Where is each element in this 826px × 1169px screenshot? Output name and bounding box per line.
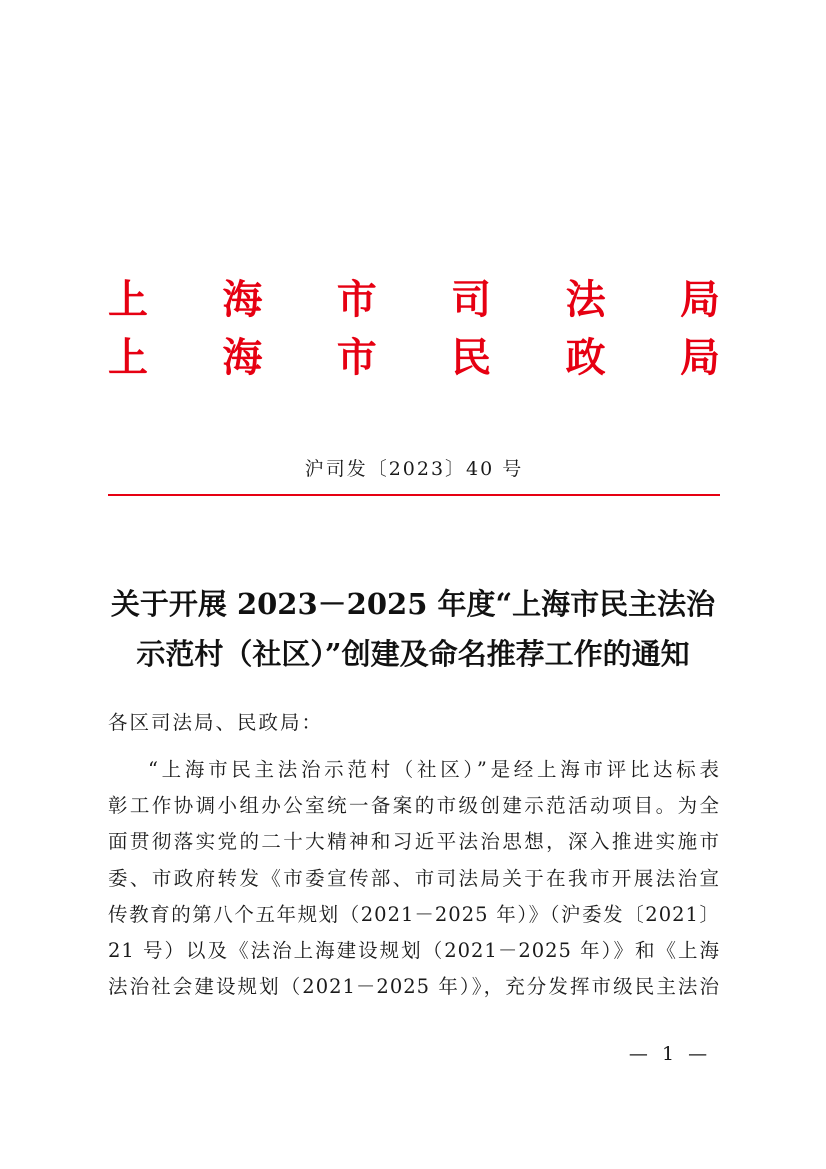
document-number: 沪司发〔2023〕40 号 xyxy=(304,458,524,480)
issuer-char: 法 xyxy=(565,276,606,323)
issuer-char: 海 xyxy=(222,276,263,323)
issuer-char: 上 xyxy=(108,334,148,381)
body-line: 21 号）以及《法治上海建设规划（2021－2025 年）》和《上海 xyxy=(108,938,720,962)
issuer-char: 市 xyxy=(336,276,377,323)
issuer-shanghai-civil-affairs-bureau xyxy=(108,334,720,382)
notice-title-line-1: 关于开展 2023－2025 年度“上海市民主法治 xyxy=(110,587,716,621)
body-line: 法治社会建设规划（2021－2025 年）》，充分发挥市级民主法治 xyxy=(108,975,720,999)
issuer-char: 政 xyxy=(565,334,606,381)
body-line: 彰工作协调小组办公室统一备案的市级创建示范活动项目。为全 xyxy=(108,794,720,818)
body-line: 传教育的第八个五年规划（2021－2025 年）》（沪委发〔2021〕 xyxy=(108,902,720,926)
red-divider-line xyxy=(108,494,720,496)
issuer-char: 局 xyxy=(679,334,720,381)
body-line: 委、市政府转发《市委宣传部、市司法局关于在我市开展法治宣 xyxy=(108,866,720,890)
issuer-shanghai-justice-bureau xyxy=(108,276,720,324)
issuer-char: 司 xyxy=(451,276,492,323)
issuer-char: 市 xyxy=(336,334,377,381)
page-number: — 1 — xyxy=(628,1043,712,1065)
notice-title-line-2: 示范村（社区）”创建及命名推荐工作的通知 xyxy=(136,637,690,671)
issuer-char: 海 xyxy=(222,334,263,381)
body-paragraph xyxy=(108,752,720,1005)
body-line: “上海市民主法治示范村（社区）”是经上海市评比达标表 xyxy=(148,758,720,781)
issuer-char: 局 xyxy=(679,276,720,323)
body-line: 面贯彻落实党的二十大精神和习近平法治思想，深入推进实施市 xyxy=(108,830,720,854)
issuer-char: 民 xyxy=(451,334,492,381)
salutation: 各区司法局、民政局： xyxy=(108,711,324,734)
issuer-char: 上 xyxy=(108,276,148,323)
